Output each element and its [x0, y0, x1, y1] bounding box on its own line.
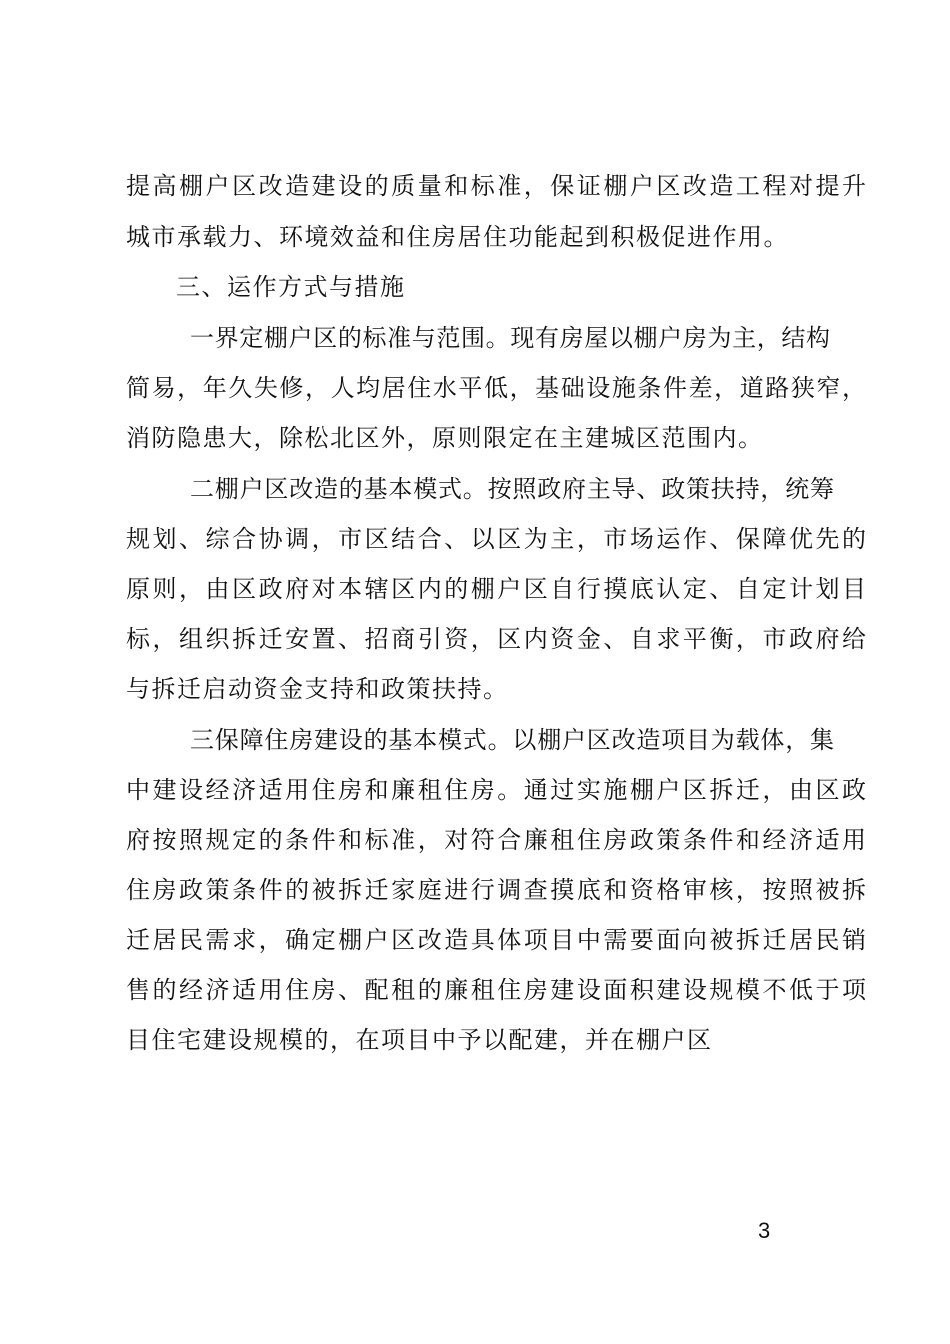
text-line: 住房政策条件的被拆迁家庭进行调查摸底和资格审核，按照被拆 [126, 876, 866, 904]
text-line: 提高棚户区改造建设的质量和标准，保证棚户区改造工程对提升 [126, 172, 866, 200]
section-heading: 三、运作方式与措施 [176, 273, 406, 301]
text-line: 规划、综合协调，市区结合、以区为主，市场运作、保障优先的 [126, 525, 866, 553]
text-line: 目住宅建设规模的，在项目中予以配建，并在棚户区 [126, 1026, 713, 1054]
text-line: 简易，年久失修，人均居住水平低，基础设施条件差，道路狭窄， [126, 374, 866, 402]
text-line: 售的经济适用住房、配租的廉租住房建设面积建设规模不低于项 [126, 976, 866, 1004]
text-line: 标，组织拆迁安置、招商引资，区内资金、自求平衡，市政府给 [126, 625, 866, 653]
text-line: 三保障住房建设的基本模式。以棚户区改造项目为载体，集 [190, 726, 834, 754]
text-line: 城市承载力、环境效益和住房居住功能起到积极促进作用。 [126, 223, 789, 251]
text-line: 中建设经济适用住房和廉租住房。通过实施棚户区拆迁，由区政 [126, 776, 866, 804]
text-line: 与拆迁启动资金支持和政策扶持。 [126, 675, 509, 703]
text-line: 迁居民需求，确定棚户区改造具体项目中需要面向被拆迁居民销 [126, 926, 866, 954]
text-line: 原则，由区政府对本辖区内的棚户区自行摸底认定、自定计划目 [126, 575, 866, 603]
text-line: 一界定棚户区的标准与范围。现有房屋以棚户房为主，结构 [190, 324, 830, 352]
page-number: 3 [758, 1218, 771, 1243]
text-line: 府按照规定的条件和标准，对符合廉租住房政策条件和经济适用 [126, 826, 866, 854]
text-line: 二棚户区改造的基本模式。按照政府主导、政策扶持，统筹 [190, 475, 834, 503]
text-line: 消防隐患大，除松北区外，原则限定在主建城区范围内。 [126, 424, 764, 452]
